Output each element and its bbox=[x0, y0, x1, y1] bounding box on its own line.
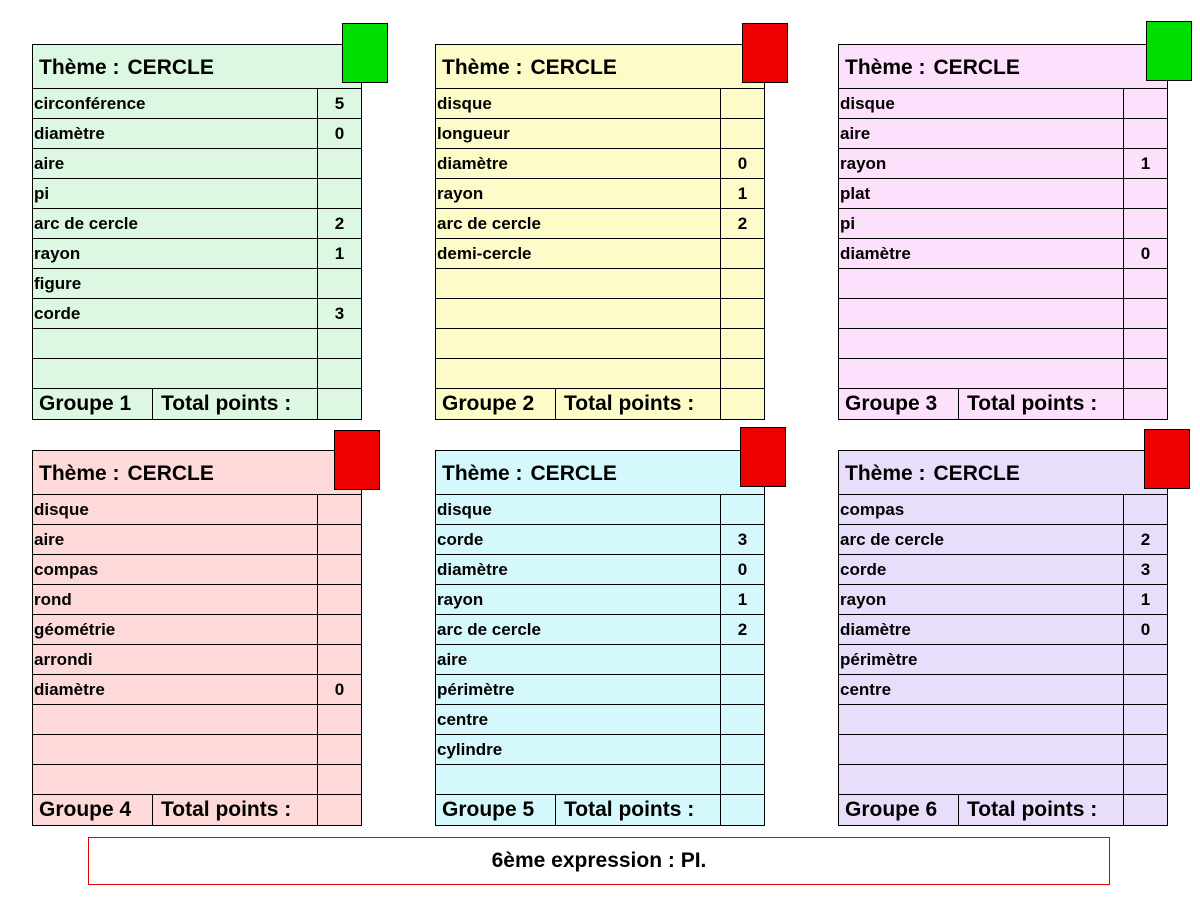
word-row bbox=[436, 209, 764, 239]
word-row bbox=[33, 495, 361, 525]
word-row bbox=[436, 735, 764, 765]
word-cell: rayon bbox=[840, 154, 887, 173]
score-cell bbox=[1123, 705, 1167, 734]
total-points-label: Total points : bbox=[967, 392, 1098, 415]
word-cell: plat bbox=[840, 184, 871, 203]
word-cell: rayon bbox=[840, 590, 887, 609]
theme-label: Thème : bbox=[442, 462, 523, 485]
theme-title bbox=[839, 451, 1167, 495]
word-row bbox=[436, 119, 764, 149]
total-points-box bbox=[1123, 389, 1167, 419]
score-cell bbox=[1123, 735, 1167, 764]
score-cell bbox=[1123, 89, 1167, 118]
word-cell: disque bbox=[437, 500, 492, 519]
word-cell: disque bbox=[34, 500, 89, 519]
group-label: Groupe 1 bbox=[33, 389, 153, 419]
word-row bbox=[33, 179, 361, 209]
total-points-box bbox=[1123, 795, 1167, 825]
word-cell: géométrie bbox=[34, 620, 116, 639]
score-cell bbox=[317, 329, 361, 358]
word-row bbox=[436, 329, 764, 359]
word-row bbox=[839, 149, 1167, 179]
score-cell bbox=[317, 705, 361, 734]
word-cell: diamètre bbox=[437, 560, 508, 579]
word-row bbox=[436, 179, 764, 209]
word-cell: arc de cercle bbox=[437, 620, 541, 639]
word-row bbox=[33, 675, 361, 705]
theme-label: Thème : bbox=[845, 56, 926, 79]
score-cell: 0 bbox=[720, 149, 764, 178]
score-cell bbox=[1123, 179, 1167, 208]
word-row bbox=[839, 89, 1167, 119]
score-cell bbox=[720, 239, 764, 268]
word-cell: longueur bbox=[437, 124, 510, 143]
word-cell: arrondi bbox=[34, 650, 93, 669]
word-row bbox=[33, 615, 361, 645]
status-flag bbox=[342, 23, 388, 83]
score-cell bbox=[720, 89, 764, 118]
word-row bbox=[839, 495, 1167, 525]
word-row bbox=[436, 269, 764, 299]
score-cell: 0 bbox=[317, 119, 361, 148]
group-label: Groupe 2 bbox=[436, 389, 556, 419]
score-cell: 5 bbox=[317, 89, 361, 118]
word-row bbox=[33, 299, 361, 329]
word-cell: demi-cercle bbox=[437, 244, 532, 263]
word-row bbox=[839, 645, 1167, 675]
theme-value: CERCLE bbox=[127, 56, 214, 79]
word-cell: diamètre bbox=[840, 244, 911, 263]
score-cell bbox=[1123, 329, 1167, 358]
score-cell: 2 bbox=[720, 615, 764, 644]
word-row bbox=[839, 615, 1167, 645]
total-points-label: Total points : bbox=[564, 798, 695, 821]
word-row bbox=[33, 765, 361, 795]
score-cell bbox=[720, 645, 764, 674]
word-cell: rond bbox=[34, 590, 72, 609]
word-row bbox=[33, 119, 361, 149]
theme-title bbox=[436, 45, 764, 89]
theme-label: Thème : bbox=[39, 462, 120, 485]
theme-title bbox=[839, 45, 1167, 89]
status-flag bbox=[740, 427, 786, 487]
score-cell bbox=[720, 705, 764, 734]
group-card-6 bbox=[838, 450, 1168, 826]
score-cell bbox=[317, 735, 361, 764]
status-flag bbox=[1144, 429, 1190, 489]
total-points-box bbox=[720, 389, 764, 419]
word-row bbox=[839, 209, 1167, 239]
score-cell bbox=[1123, 119, 1167, 148]
expression-banner: 6ème expression : PI. bbox=[88, 837, 1110, 885]
total-points-label: Total points : bbox=[161, 392, 292, 415]
score-cell bbox=[317, 269, 361, 298]
score-cell bbox=[1123, 645, 1167, 674]
group-card-2 bbox=[435, 44, 765, 420]
word-row bbox=[839, 119, 1167, 149]
score-cell: 1 bbox=[720, 179, 764, 208]
score-cell: 1 bbox=[1123, 585, 1167, 614]
status-flag bbox=[1146, 21, 1192, 81]
word-row bbox=[33, 359, 361, 389]
score-cell: 2 bbox=[720, 209, 764, 238]
word-cell: rayon bbox=[34, 244, 81, 263]
total-points-label: Total points : bbox=[161, 798, 292, 821]
score-cell bbox=[317, 585, 361, 614]
word-cell: arc de cercle bbox=[840, 530, 944, 549]
word-cell: périmètre bbox=[437, 680, 515, 699]
word-cell: pi bbox=[34, 184, 50, 203]
theme-title bbox=[33, 451, 361, 495]
group-card-1 bbox=[32, 44, 362, 420]
score-cell bbox=[317, 645, 361, 674]
group-label: Groupe 6 bbox=[839, 795, 959, 825]
score-cell: 3 bbox=[720, 525, 764, 554]
score-cell bbox=[720, 119, 764, 148]
theme-label: Thème : bbox=[39, 56, 120, 79]
score-cell bbox=[317, 359, 361, 388]
score-cell bbox=[720, 359, 764, 388]
score-cell bbox=[317, 615, 361, 644]
word-cell: arc de cercle bbox=[437, 214, 541, 233]
group-card-5 bbox=[435, 450, 765, 826]
word-cell: rayon bbox=[437, 590, 484, 609]
word-row bbox=[33, 329, 361, 359]
score-cell: 2 bbox=[317, 209, 361, 238]
word-row bbox=[33, 645, 361, 675]
word-row bbox=[33, 239, 361, 269]
word-cell: périmètre bbox=[840, 650, 918, 669]
score-cell bbox=[317, 149, 361, 178]
word-row bbox=[33, 525, 361, 555]
word-row bbox=[436, 585, 764, 615]
word-row bbox=[839, 359, 1167, 389]
score-cell bbox=[1123, 495, 1167, 524]
word-row bbox=[839, 299, 1167, 329]
score-cell bbox=[317, 555, 361, 584]
word-cell: diamètre bbox=[437, 154, 508, 173]
word-row bbox=[839, 525, 1167, 555]
score-cell bbox=[317, 495, 361, 524]
word-cell: centre bbox=[840, 680, 892, 699]
word-row bbox=[436, 615, 764, 645]
word-cell: diamètre bbox=[840, 620, 911, 639]
word-cell: figure bbox=[34, 274, 82, 293]
group-label: Groupe 5 bbox=[436, 795, 556, 825]
word-row bbox=[839, 585, 1167, 615]
total-points-box bbox=[720, 795, 764, 825]
word-cell: arc de cercle bbox=[34, 214, 138, 233]
score-cell bbox=[720, 299, 764, 328]
score-cell: 1 bbox=[1123, 149, 1167, 178]
score-cell bbox=[720, 329, 764, 358]
word-row bbox=[839, 555, 1167, 585]
score-cell bbox=[720, 735, 764, 764]
word-cell: disque bbox=[437, 94, 492, 113]
card-footer bbox=[33, 389, 361, 419]
word-row bbox=[436, 705, 764, 735]
total-points-label: Total points : bbox=[564, 392, 695, 415]
word-cell: diamètre bbox=[34, 124, 105, 143]
score-cell bbox=[317, 179, 361, 208]
word-cell: aire bbox=[34, 154, 65, 173]
word-cell: aire bbox=[840, 124, 871, 143]
word-row bbox=[33, 269, 361, 299]
word-row bbox=[33, 705, 361, 735]
score-cell bbox=[720, 675, 764, 704]
score-cell: 0 bbox=[317, 675, 361, 704]
word-row bbox=[33, 585, 361, 615]
score-cell: 0 bbox=[1123, 239, 1167, 268]
score-cell: 3 bbox=[1123, 555, 1167, 584]
word-row bbox=[839, 735, 1167, 765]
status-flag bbox=[334, 430, 380, 490]
score-cell bbox=[1123, 299, 1167, 328]
word-row bbox=[436, 149, 764, 179]
word-cell: aire bbox=[437, 650, 468, 669]
score-cell bbox=[720, 765, 764, 794]
card-footer bbox=[33, 795, 361, 825]
theme-label: Thème : bbox=[442, 56, 523, 79]
score-cell bbox=[317, 765, 361, 794]
status-flag bbox=[742, 23, 788, 83]
theme-title bbox=[436, 451, 764, 495]
word-cell: centre bbox=[437, 710, 489, 729]
word-row bbox=[33, 555, 361, 585]
word-row bbox=[436, 299, 764, 329]
word-cell: disque bbox=[840, 94, 895, 113]
word-row bbox=[436, 765, 764, 795]
word-row bbox=[33, 209, 361, 239]
word-row bbox=[839, 675, 1167, 705]
score-cell bbox=[1123, 209, 1167, 238]
word-cell: aire bbox=[34, 530, 65, 549]
word-row bbox=[839, 179, 1167, 209]
theme-title bbox=[33, 45, 361, 89]
word-row bbox=[839, 239, 1167, 269]
score-cell: 1 bbox=[720, 585, 764, 614]
word-row bbox=[839, 329, 1167, 359]
word-cell: pi bbox=[840, 214, 856, 233]
score-cell bbox=[720, 269, 764, 298]
score-cell bbox=[317, 525, 361, 554]
word-cell: cylindre bbox=[437, 740, 503, 759]
card-footer bbox=[436, 795, 764, 825]
theme-value: CERCLE bbox=[530, 462, 617, 485]
group-card-4 bbox=[32, 450, 362, 826]
score-cell: 0 bbox=[720, 555, 764, 584]
word-row bbox=[33, 735, 361, 765]
word-row bbox=[839, 765, 1167, 795]
word-row bbox=[839, 705, 1167, 735]
word-row bbox=[436, 239, 764, 269]
word-cell: corde bbox=[34, 304, 81, 323]
total-points-box bbox=[317, 389, 361, 419]
word-cell: corde bbox=[840, 560, 887, 579]
theme-label: Thème : bbox=[845, 462, 926, 485]
theme-value: CERCLE bbox=[127, 462, 214, 485]
word-cell: rayon bbox=[437, 184, 484, 203]
score-cell bbox=[1123, 765, 1167, 794]
word-row bbox=[436, 359, 764, 389]
word-cell: circonférence bbox=[34, 94, 146, 113]
card-footer bbox=[436, 389, 764, 419]
score-cell bbox=[1123, 269, 1167, 298]
word-row bbox=[33, 149, 361, 179]
score-cell: 1 bbox=[317, 239, 361, 268]
word-row bbox=[436, 495, 764, 525]
word-cell: compas bbox=[34, 560, 99, 579]
word-row bbox=[33, 89, 361, 119]
score-cell: 3 bbox=[317, 299, 361, 328]
word-row bbox=[839, 269, 1167, 299]
total-points-label: Total points : bbox=[967, 798, 1098, 821]
word-row bbox=[436, 645, 764, 675]
word-row bbox=[436, 675, 764, 705]
score-cell: 2 bbox=[1123, 525, 1167, 554]
word-cell: diamètre bbox=[34, 680, 105, 699]
score-cell bbox=[1123, 675, 1167, 704]
group-card-3 bbox=[838, 44, 1168, 420]
theme-value: CERCLE bbox=[530, 56, 617, 79]
card-footer bbox=[839, 795, 1167, 825]
word-row bbox=[436, 555, 764, 585]
word-cell: corde bbox=[437, 530, 484, 549]
word-row bbox=[436, 525, 764, 555]
word-row bbox=[436, 89, 764, 119]
score-cell: 0 bbox=[1123, 615, 1167, 644]
card-footer bbox=[839, 389, 1167, 419]
score-cell bbox=[720, 495, 764, 524]
theme-value: CERCLE bbox=[933, 462, 1020, 485]
total-points-box bbox=[317, 795, 361, 825]
group-label: Groupe 4 bbox=[33, 795, 153, 825]
score-cell bbox=[1123, 359, 1167, 388]
group-label: Groupe 3 bbox=[839, 389, 959, 419]
theme-value: CERCLE bbox=[933, 56, 1020, 79]
word-cell: compas bbox=[840, 500, 905, 519]
